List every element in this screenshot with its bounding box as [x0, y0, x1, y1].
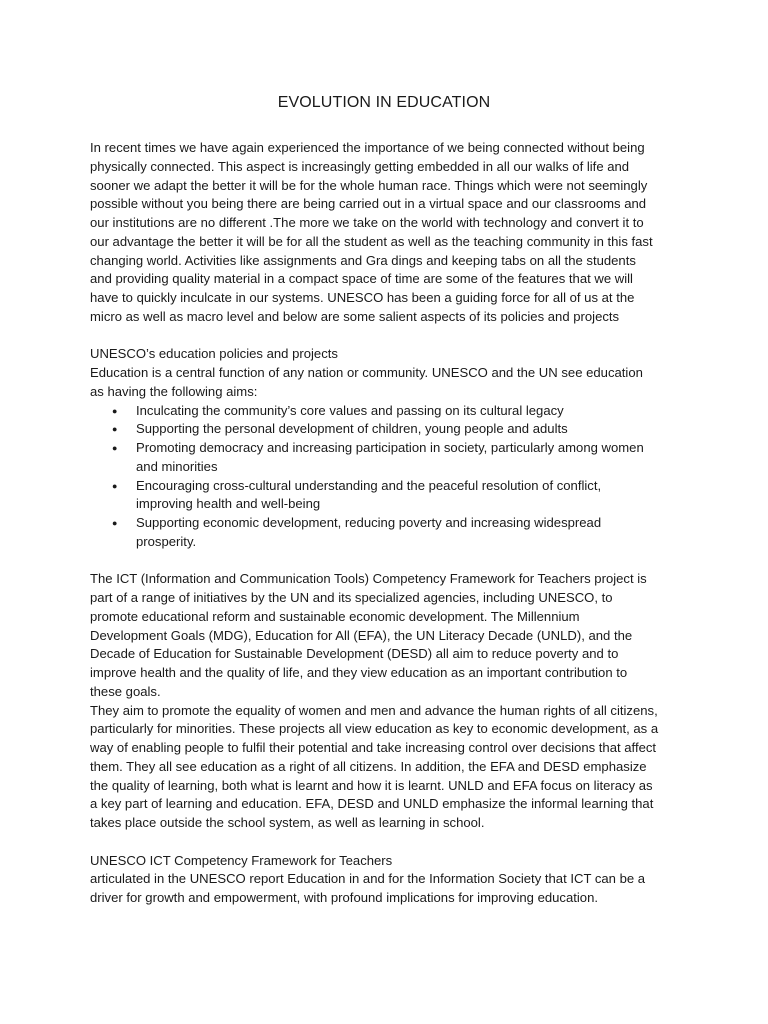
intro-paragraph: In recent times we have again experienced the importance of we being connected without being physically connected. This aspect is increasingly getting embedded in all our walks of life and sooner we adapt the better it will be for the whole human race. Things which were not seemingly possible without you being there are being carried out in a virtual space and our classrooms and our institutions are no different .The more we take on the world with technology and convert it to our advantage the better it will be for all the student as well as the teaching community in this fast changing world. Activities like assignments and Gra dings and keeping tabs on all the students and providing quality material in a compact space of time are some of the features that we will have to quickly inculcate in our systems. UNESCO has been a guiding force for all of us at the micro as well as macro level and below are some salient aspects of its policies and projects — [90, 140, 653, 324]
bullet-icon: ● — [112, 405, 118, 416]
list-item-text: Encouraging cross-cultural understanding and the peaceful resolution of conflict, improving health and well-being — [136, 477, 602, 512]
education-lead-paragraph: Education is a central function of any nation or community. UNESCO and the UN see education as having the following aims: — [90, 365, 643, 399]
bullet-icon: ● — [112, 518, 118, 528]
paragraph-spacer — [90, 552, 660, 571]
list-item-text: Promoting democracy and increasing participation in society, particularly among women and minorities — [136, 440, 644, 474]
list-item — [90, 402, 660, 421]
paragraph-spacer — [90, 833, 660, 852]
document-body — [90, 139, 660, 908]
list-item-text: Inculcating the community’s core values and passing on its cultural legacy — [136, 402, 564, 418]
document-title: EVOLUTION IN EDUCATION — [277, 94, 491, 111]
list-item — [90, 514, 660, 552]
bullet-icon: ● — [112, 480, 118, 491]
section-heading-unesco-policies: UNESCO’s education policies and projects — [90, 346, 338, 362]
ict-framework-paragraph: The ICT (Information and Communication Tools) Competency Framework for Teachers project is part of a range of initiatives by the UN and its specialized agencies, including UNESCO, to promote educational reform and sustainable economic development. The Millennium Development Goals (MDG), Education for All (EFA), the UN Literacy Decade (UNLD), and the Decade of Education for Sustainable Development (DESD) all aim to reduce poverty and to improve health and the quality of life, and they view education as an important contribution to these goals. — [90, 571, 647, 699]
list-item — [90, 477, 660, 515]
aims-paragraph: They aim to promote the equality of women and men and advance the human rights of all citizens, particularly for minorities. These projects all view education as key to economic development, as a way of enabling people to fulfil their potential and take increasing control over decisions that affect them. They all see education as a right of all citizens. In addition, the EFA and DESD emphasize the quality of learning, both what is learnt and how it is learnt. UNLD and EFA focus on literacy as a key part of learning and education. EFA, DESD and UNLD emphasize the informal learning that takes place outside the school system, as well as learning in school. — [90, 702, 659, 830]
bullet-icon: ● — [112, 443, 118, 453]
paragraph-spacer — [90, 327, 660, 346]
section-heading-ict-framework: UNESCO ICT Competency Framework for Teachers — [90, 852, 393, 868]
education-aims-list — [90, 402, 660, 552]
list-item — [90, 420, 660, 439]
bullet-icon: ● — [112, 424, 118, 435]
list-item — [90, 439, 660, 477]
ict-framework-body: articulated in the UNESCO report Education in and for the Information Society that ICT can be a driver for growth and empowerment, with profound implications for improving education. — [90, 871, 646, 905]
list-item-text: Supporting the personal development of children, young people and adults — [136, 421, 568, 437]
list-item-text: Supporting economic development, reducing poverty and increasing widespread prosperity. — [136, 515, 602, 549]
